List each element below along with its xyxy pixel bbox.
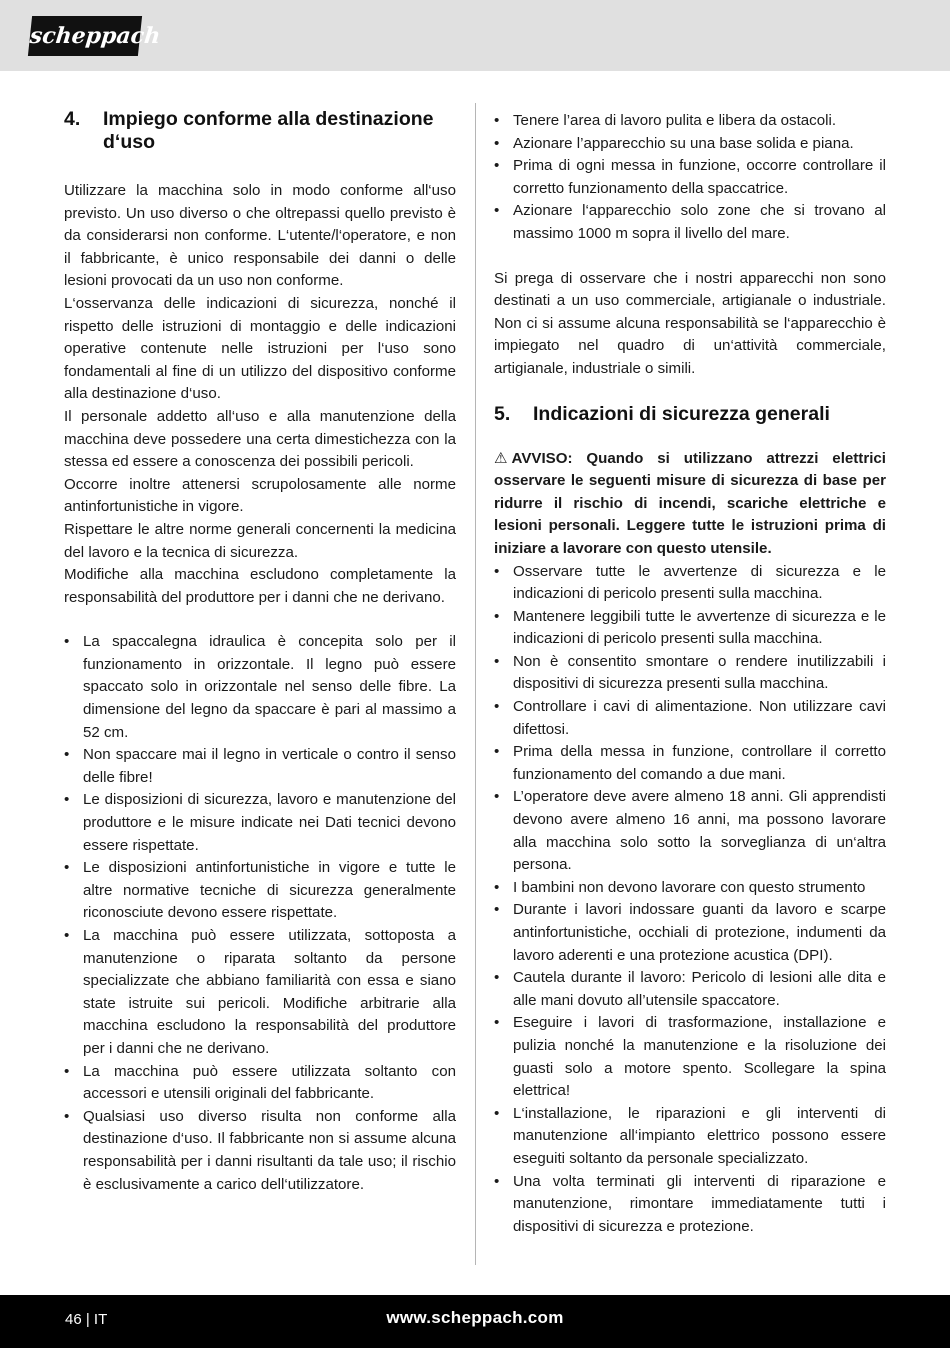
bullet-icon: • [494,1172,500,1190]
paragraph: Si prega di osservare che i nostri apparecchi non sono destinati a un uso commerciale, artigianale o industriale. Non ci si assume alcuna responsabilità se l‘apparecchio è impiegato nel quadro di un‘attività commerciale, artigianale, industriale o simili. [494,269,886,377]
warning-text: AVVISO: Quando si utilizzano attrezzi elettrici osservare le seguenti misure di sicurezza di base per ridurre il rischio di incendi, scariche elettriche e lesioni personali. Leggere tutte le istruzioni prima di iniziare a lavorare con questo utensile. [494,449,886,557]
list-item: • Durante i lavori indossare guanti da lavoro e scarpe antinfortunistiche, occhiali di protezione, indumenti da lavoro aderenti e una protezione acustica (DPI). [494,901,886,964]
bullet-icon: • [494,901,500,919]
bullet-icon: • [64,927,70,944]
bullet-icon: • [494,134,500,152]
bullet-icon: • [494,1014,500,1032]
list-item: • La macchina può essere utilizzata soltanto con accessori e utensili originali del fabbricante. [64,1062,456,1103]
list-item: • Una volta terminati gli interventi di riparazione e manutenzione, rimontare immediatamente tutti i dispositivi di sicurezza e protezione. [494,1172,886,1235]
section-title: Impiego conforme alla destinazione d‘uso [103,108,434,153]
warning-icon: ⚠ [494,449,508,467]
header-band [0,0,950,71]
bullet-icon: • [64,1062,70,1080]
bullet-icon: • [64,746,70,764]
list-item: • Osservare tutte le avvertenze di sicurezza e le indicazioni di pericolo presenti sulla macchina. [494,562,886,603]
paragraph: L‘osservanza delle indicazioni di sicurezza, nonché il rispetto delle istruzioni di montaggio e delle indicazioni operative contenute nelle istruzioni per l‘uso sono fondamentali al fine di un utilizzo del dispositivo conforme alla destinazione d‘uso. [64,294,456,403]
bullet-list [494,561,886,1239]
list-item: • Azionare l‘apparecchio solo zone che si trovano al massimo 1000 m sopra il livello del mare. [494,202,886,242]
section-number: 5. [494,402,511,425]
list-item: • Tenere l’area di lavoro pulita e libera da ostacoli. [494,110,886,133]
section-5-heading [494,403,886,426]
paragraph: Il personale addetto all‘uso e alla manutenzione della macchina deve possedere una certa dimestichezza con la stessa ed essere a conoscenza dei possibili pericoli. [64,407,456,471]
list-item: • La macchina può essere utilizzata, sottoposta a manutenzione o riparata soltanto da persone specializzate che abbiano familiarità con essa e siano state istruite sui pericoli. Modifiche arbitrarie alla macchina escludono la responsabilità del produttore per i danni che ne derivano. [64,927,456,1057]
bullet-icon: • [494,202,500,220]
list-item: • Le disposizioni di sicurezza, lavoro e manutenzione del produttore e le misure indicate nei Dati tecnici devono essere rispettate. [64,791,456,854]
paragraph: Modifiche alla macchina escludono completamente la responsabilità del produttore per i danni che ne derivano. [64,566,456,606]
bullet-icon: • [494,878,500,896]
paragraph: Occorre inoltre attenersi scrupolosamente alle norme antinfortunistiche in vigore. [64,475,456,516]
bullet-icon: • [64,791,70,809]
bullet-icon: • [64,633,70,651]
footer-band [0,1295,950,1348]
list-item: • Eseguire i lavori di trasformazione, installazione e pulizia nonché la manutenzione e la risoluzione dei guasti solo a motore spento. Scollegare la spina elettrica! [494,1014,886,1100]
bullet-icon: • [494,157,500,175]
bullet-list [494,110,886,246]
left-column [64,108,456,1196]
list-item: • Qualsiasi uso diverso risulta non conforme alla destinazione d‘uso. Il fabbricante non si assume alcuna responsabilità per i danni risultanti da tale uso; il rischio è esclusivamente a carico dell‘utilizzatore. [64,1107,456,1193]
section-number: 4. [64,108,81,130]
bullet-icon: • [494,1104,500,1122]
website-link[interactable]: www.scheppach.com [386,1308,564,1327]
bullet-icon: • [494,652,500,670]
list-item: • Prima di ogni messa in funzione, occorre controllare il corretto funzionamento della spaccatrice. [494,157,886,197]
bullet-icon: • [494,743,500,761]
list-item: • Non è consentito smontare o rendere inutilizzabili i dispositivi di sicurezza presenti sulla macchina. [494,652,886,693]
list-item: • Controllare i cavi di alimentazione. Non utilizzare cavi difettosi. [494,698,886,738]
bullet-icon: • [494,562,500,580]
bullet-list [64,631,456,1196]
list-item: • Le disposizioni antinfortunistiche in vigore e tutte le altre normative tecniche di sicurezza generalmente riconosciute devono essere rispettate. [64,859,456,922]
list-item: • La spaccalegna idraulica è concepita solo per il funzionamento in orizzontale. Il legno può essere spaccato solo in orizzontale nel senso delle fibre. La dimensione del legno da spaccare è pari al massimo a 52 cm. [64,633,456,741]
warning-block [494,448,886,561]
list-item: • Prima della messa in funzione, controllare il corretto funzionamento del comando a due mani. [494,743,886,783]
column-divider [475,103,476,1265]
paragraph: Rispettare le altre norme generali concernenti la medicina del lavoro e la tecnica di sicurezza. [64,520,456,561]
paragraph: Utilizzare la macchina solo in modo conforme all‘uso previsto. Un uso diverso o che oltrepassi quello previsto è da considerarsi non conforme. L‘utente/l‘operatore, e non il fabbricante, è unico responsabile dei danni o delle lesioni provocati da un uso non conforme. [64,182,456,290]
list-item: • Mantenere leggibili tutte le avvertenze di sicurezza e le indicazioni di pericolo presenti sulla macchina. [494,607,886,648]
right-column [494,110,886,1238]
section-title: Indicazioni di sicurezza generali [533,402,830,425]
bullet-icon: • [494,607,500,625]
brand-logo: scheppach [28,16,142,56]
list-item: • L‘installazione, le riparazioni e gli interventi di manutenzione all‘impianto elettrico possono essere eseguiti soltanto da personale specializzato. [494,1104,886,1167]
bullet-icon: • [494,788,500,806]
section-4-heading [64,108,456,154]
bullet-icon: • [494,969,500,987]
list-item: • L’operatore deve avere almeno 18 anni. Gli apprendisti devono avere almeno 16 anni, ma possono lavorare alla macchina solo sotto la sorveglianza di un‘altra persona. [494,788,886,874]
list-item: • Azionare l’apparecchio su una base solida e piana. [494,133,886,156]
bullet-icon: • [64,1107,70,1125]
list-item: • I bambini non devono lavorare con questo strumento [494,877,886,900]
bullet-icon: • [494,112,500,129]
page-number: 46 | IT [65,1311,108,1328]
list-item: • Cautela durante il lavoro: Pericolo di lesioni alle dita e alle mani dovuto all’utensile spaccatore. [494,969,886,1009]
list-item: • Non spaccare mai il legno in verticale o contro il senso delle fibre! [64,746,456,786]
bullet-icon: • [64,859,70,877]
bullet-icon: • [494,698,500,716]
